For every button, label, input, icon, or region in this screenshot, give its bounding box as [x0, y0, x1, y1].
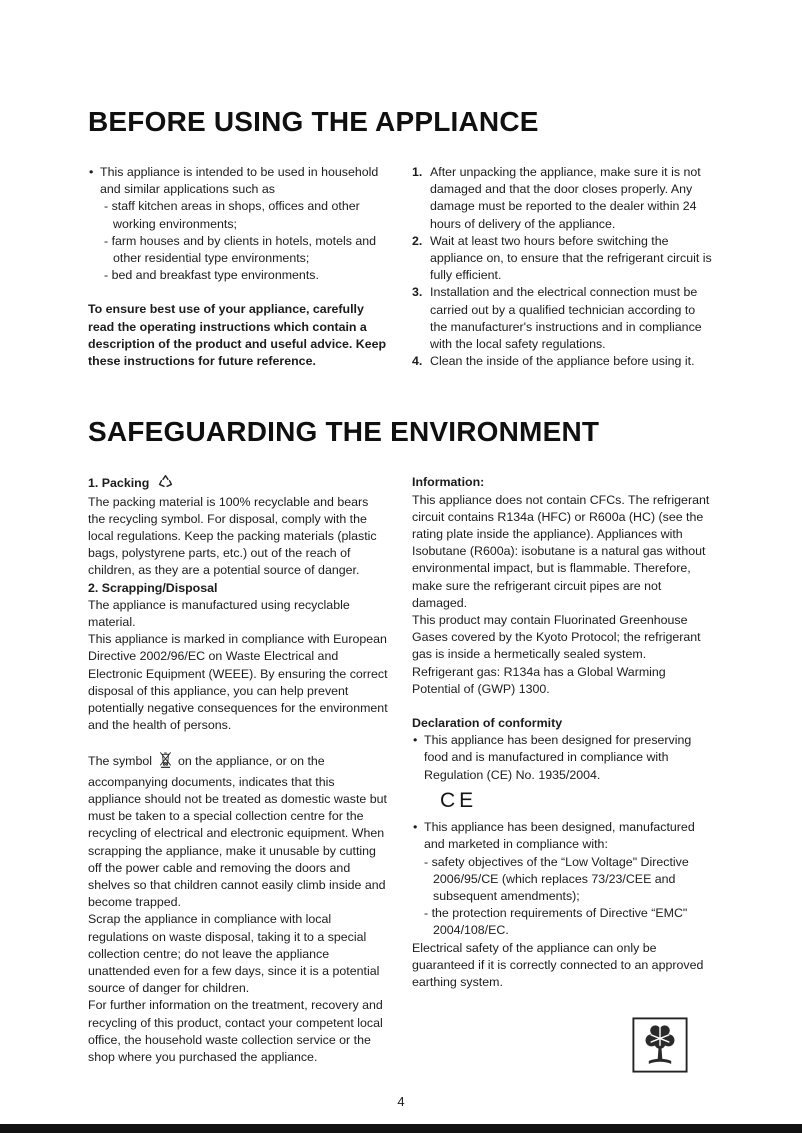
weee-symbol-paragraph	[88, 751, 388, 911]
greenhouse-gases-paragraph: This product may contain Fluorinated Greenhouse Gases covered by the Kyoto Protocol; the refrigerant gas is inside a hermetically sealed system.	[412, 613, 701, 662]
recycling-symbol-icon	[158, 474, 173, 493]
ce-mark-icon: CE	[440, 788, 478, 812]
section2-columns	[88, 474, 715, 1073]
gwp-paragraph: Refrigerant gas: R134a has a Global Warming Potential of (GWP) 1300.	[412, 664, 666, 696]
directive-item: - safety objectives of the “Low Voltage" Directive 2006/95/CE (which replaces 73/23/CEE and subsequent amendments);	[424, 854, 689, 903]
symbol-text-before: The symbol	[88, 754, 153, 769]
section1-left-column	[88, 164, 388, 370]
numbered-instruction	[412, 164, 712, 233]
use-case-item: - farm houses and by clients in hotels, motels and other residential type environments;	[104, 233, 377, 266]
section1-right-column	[412, 164, 712, 370]
packing-heading: 1. Packing	[88, 476, 150, 491]
conformity-bullet	[412, 819, 712, 939]
crossed-out-wheeled-bin-icon	[159, 751, 172, 773]
read-instructions-paragraph: To ensure best use of your appliance, carefully read the operating instructions which contain a description of the product and useful advice. Keep these instructions for future reference.	[88, 302, 387, 369]
page-number: 4	[397, 1094, 405, 1109]
intended-use-bullet	[88, 164, 388, 284]
information-heading: Information:	[412, 475, 485, 490]
section1-columns	[88, 164, 715, 370]
numbered-instruction	[412, 353, 712, 370]
section-before-using-appliance	[88, 106, 715, 370]
electrical-safety-paragraph: Electrical safety of the appliance can only be guaranteed if it is correctly connected to an approved earthing system.	[412, 940, 704, 989]
section2-title: SAFEGUARDING THE ENVIRONMENT	[88, 416, 600, 448]
conformity-heading: Declaration of conformity	[412, 716, 563, 731]
section2-right-column	[412, 474, 712, 1073]
instruction-text: Wait at least two hours before switching the appliance on, to ensure that the refrigerant circuit is fully efficient.	[430, 233, 712, 283]
intended-use-list	[88, 164, 388, 284]
refrigerant-paragraph: This appliance does not contain CFCs. The refrigerant circuit contains R134a (HFC) or R600a (HC) (see the rating plate inside the appliance). Appliances with Isobutane (R600a): isobutane is a natural gas without environmental impact, but is flammable. Therefore, make sure the refrigerant circuit pipes are not damaged.	[412, 492, 710, 610]
instruction-text: Installation and the electrical connection must be carried out by a qualified technician according to the manufacturer's instructions and in compliance with the local safety regulations.	[430, 285, 702, 352]
packing-text: The packing material is 100% recyclable and bears the recycling symbol. For disposal, comply with the local regulations. Keep the packing materials (plastic bags, polystyrene parts, etc.) out of the reach of children, as they are a potential source of danger.	[88, 494, 377, 578]
conformity-list-1	[412, 732, 712, 784]
instruction-number: 3.	[412, 285, 423, 300]
intended-use-intro: This appliance is intended to be used in household and similar applications such as	[100, 165, 379, 197]
packing-heading-row	[88, 474, 388, 493]
instruction-number: 2.	[412, 233, 423, 248]
intended-use-subitems	[104, 198, 388, 284]
conformity-bullet	[412, 732, 712, 784]
scrap-locally-paragraph: Scrap the appliance in compliance with local regulations on waste disposal, taking it to a special collection centre; do not leave the appliance unattended even for a few days, since it is a potential source of danger for children.	[88, 912, 380, 996]
instruction-text: After unpacking the appliance, make sure it is not damaged and that the door closes properly. Any damage must be reported to the dealer within 24 hours of delivery of the appliance.	[430, 165, 701, 231]
numbered-instruction	[412, 233, 712, 285]
conformity-bullet-text: This appliance has been designed for preserving food and is manufactured in compliance with Regulation (CE) No. 1935/2004.	[424, 733, 692, 782]
numbered-instruction	[412, 284, 712, 353]
section-safeguarding-environment	[88, 416, 715, 1073]
recycled-paper-tree-icon	[632, 1017, 688, 1073]
instruction-text: Clean the inside of the appliance before using it.	[430, 354, 695, 369]
scrapping-paragraph: The appliance is manufactured using recyclable material.	[88, 597, 350, 630]
section1-title: BEFORE USING THE APPLIANCE	[88, 106, 539, 137]
use-case-item: - bed and breakfast type environments.	[104, 268, 319, 283]
use-case-item: - staff kitchen areas in shops, offices and other working environments;	[104, 199, 360, 231]
symbol-text-after: on the appliance, or on the accompanying documents, indicates that this appliance should not be treated as domestic waste but must be taken to a special collection centre for the recycling of electrical and electronic equipment. When scrapping the appliance, make it unusable by cutting off the power cable and removing the doors and shelves so that children cannot easily climb inside and become trapped.	[88, 754, 387, 910]
instruction-number: 1.	[412, 165, 423, 179]
scan-edge-bar	[0, 1124, 802, 1133]
instruction-number: 4.	[412, 354, 423, 369]
weee-directive-paragraph: This appliance is marked in compliance with European Directive 2002/96/EC on Waste Electrical and Electronic Equipment (WEEE). By ensuring the correct disposal of this appliance, you can help prevent potentially negative consequences for the environment and the health of persons.	[88, 632, 388, 733]
scrapping-heading: 2. Scrapping/Disposal	[88, 580, 218, 595]
conformity-bullet-intro: This appliance has been designed, manufactured and marketed in compliance with:	[424, 820, 695, 852]
directive-item: - the protection requirements of Directive “EMC" 2004/108/EC.	[424, 906, 688, 938]
further-information-paragraph: For further information on the treatment, recovery and recycling of this product, contact your competent local office, the household waste collection service or the shop where you purchased the appliance.	[88, 998, 383, 1064]
section2-left-column	[88, 474, 388, 1073]
conformity-list-2	[412, 819, 712, 939]
